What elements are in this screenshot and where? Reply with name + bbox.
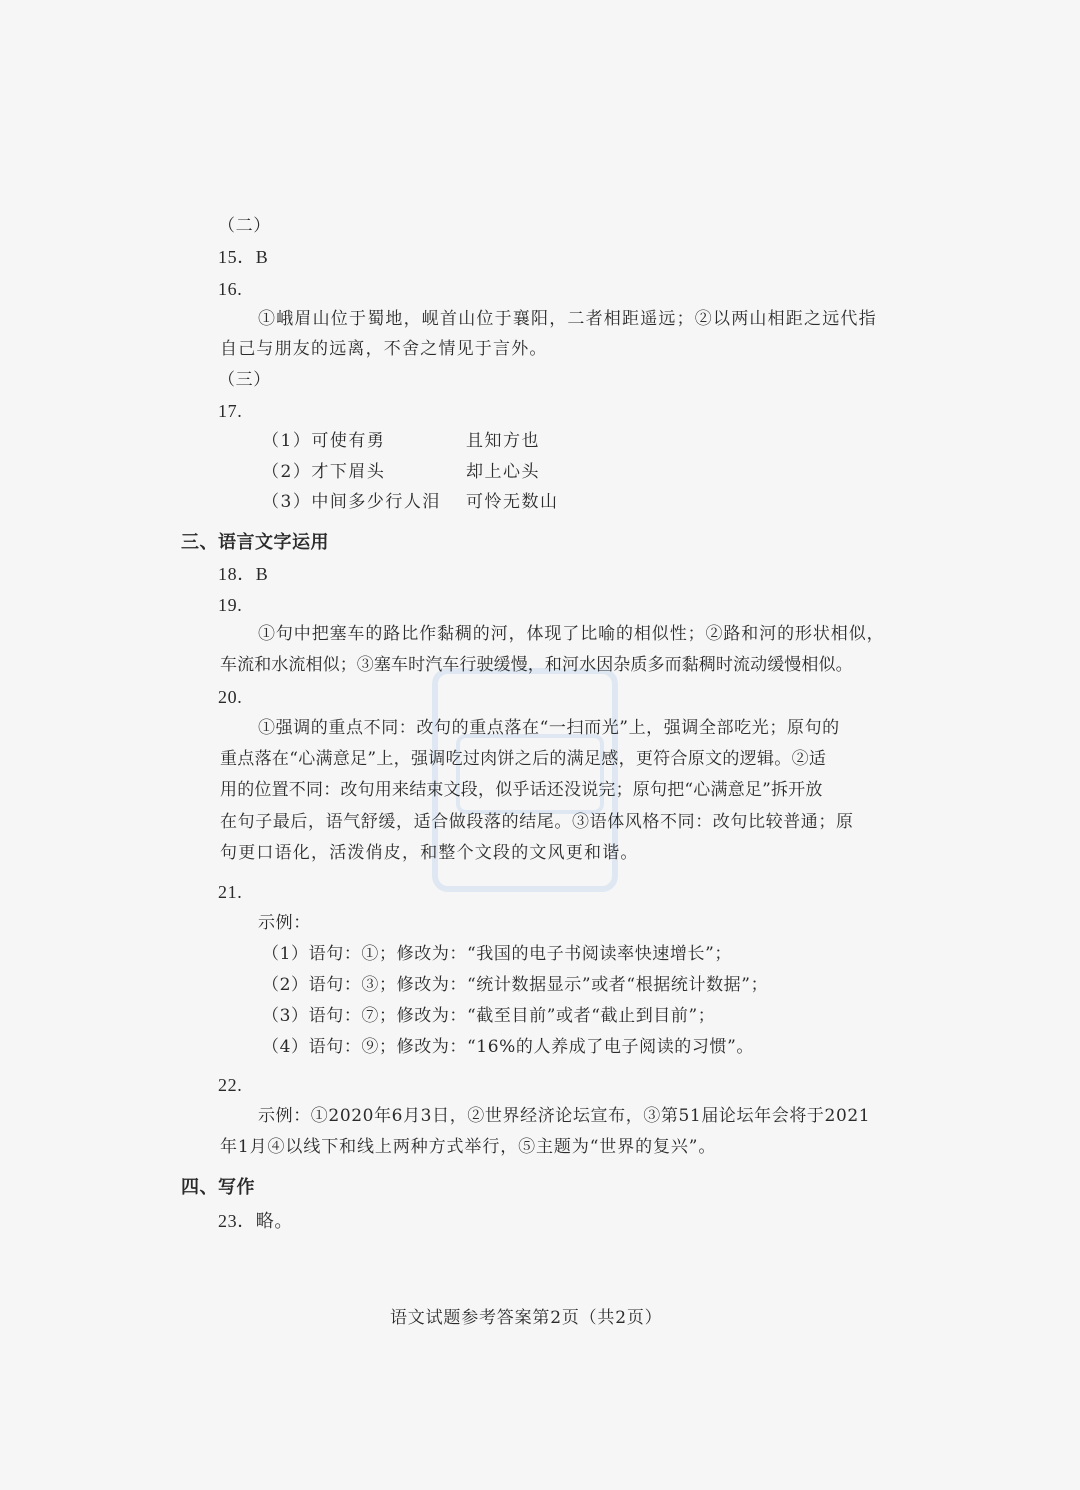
answer-17-1-second: 且知方也 (466, 431, 540, 451)
page-footer: 语文试题参考答案第2页（共2页） (390, 1308, 663, 1328)
question-17-number: 17. (218, 401, 243, 421)
answer-20-line-2: 重点落在“心满意足”上，强调吃过肉饼之后的满足感，更符合原文的逻辑。②适 (220, 749, 827, 769)
answer-17-3-second: 可怜无数山 (466, 492, 559, 512)
answer-16-line-2: 自己与朋友的远离，不舍之情见于言外。 (220, 339, 548, 359)
part-3-heading: 三、语言文字运用 (181, 532, 329, 553)
answer-17-2-first: （2）才下眉头 (262, 462, 386, 482)
answer-21-item-4: （4）语句：⑨；修改为：“16%的人养成了电子阅读的习惯”。 (262, 1037, 754, 1057)
question-16-number: 16. (218, 279, 243, 299)
answer-21-item-3: （3）语句：⑦；修改为：“截至目前”或者“截止到目前”； (262, 1006, 716, 1026)
answer-19-line-2: 车流和水流相似；③塞车时汽车行驶缓慢，和河水因杂质多而黏稠时流动缓慢相似。 (220, 655, 853, 675)
section-3-label: （三） (218, 370, 271, 390)
answer-17-2-second: 却上心头 (466, 462, 540, 482)
answer-18: 18．B (218, 564, 269, 584)
answer-22-line-1: 示例：①2020年6月3日，②世界经济论坛宣布，③第51届论坛年会将于2021 (258, 1106, 871, 1126)
answer-17-1-first: （1）可使有勇 (262, 431, 386, 451)
answer-20-line-5: 句更口语化，活泼俏皮，和整个文段的文风更和谐。 (220, 843, 639, 863)
question-20-number: 20. (218, 687, 243, 707)
answer-16-line-1: ①峨眉山位于蜀地，岘首山位于襄阳，二者相距遥远；②以两山相距之远代指 (258, 309, 877, 329)
answer-22-line-2: 年1月④以线下和线上两种方式举行，⑤主题为“世界的复兴”。 (220, 1137, 717, 1157)
question-22-number: 22. (218, 1075, 243, 1095)
answer-20-line-3: 用的位置不同：改句用来结束文段，似乎话还没说完；原句把“心满意足”拆开放 (220, 780, 823, 800)
answer-21-item-1: （1）语句：①；修改为：“我国的电子书阅读率快速增长”； (262, 944, 732, 964)
answer-20-line-4: 在句子最后，语气舒缓，适合做段落的结尾。③语体风格不同：改句比较普通；原 (220, 812, 854, 832)
answer-17-3-first: （3）中间多少行人泪 (262, 492, 441, 512)
question-21-number: 21. (218, 882, 243, 902)
answer-21-item-2: （2）语句：③；修改为：“统计数据显示”或者“根据统计数据”； (262, 975, 769, 995)
section-2-label: （二） (218, 216, 271, 236)
answer-19-line-1: ①句中把塞车的路比作黏稠的河，体现了比喻的相似性；②路和河的形状相似， (258, 624, 885, 644)
answer-15: 15．B (218, 247, 269, 267)
answer-23: 23．略。 (218, 1211, 293, 1231)
answer-20-line-1: ①强调的重点不同：改句的重点落在“一扫而光”上，强调全部吃光；原句的 (258, 718, 840, 738)
question-19-number: 19. (218, 595, 243, 615)
answer-21-example-label: 示例： (258, 913, 311, 933)
part-4-heading: 四、写作 (181, 1177, 255, 1198)
